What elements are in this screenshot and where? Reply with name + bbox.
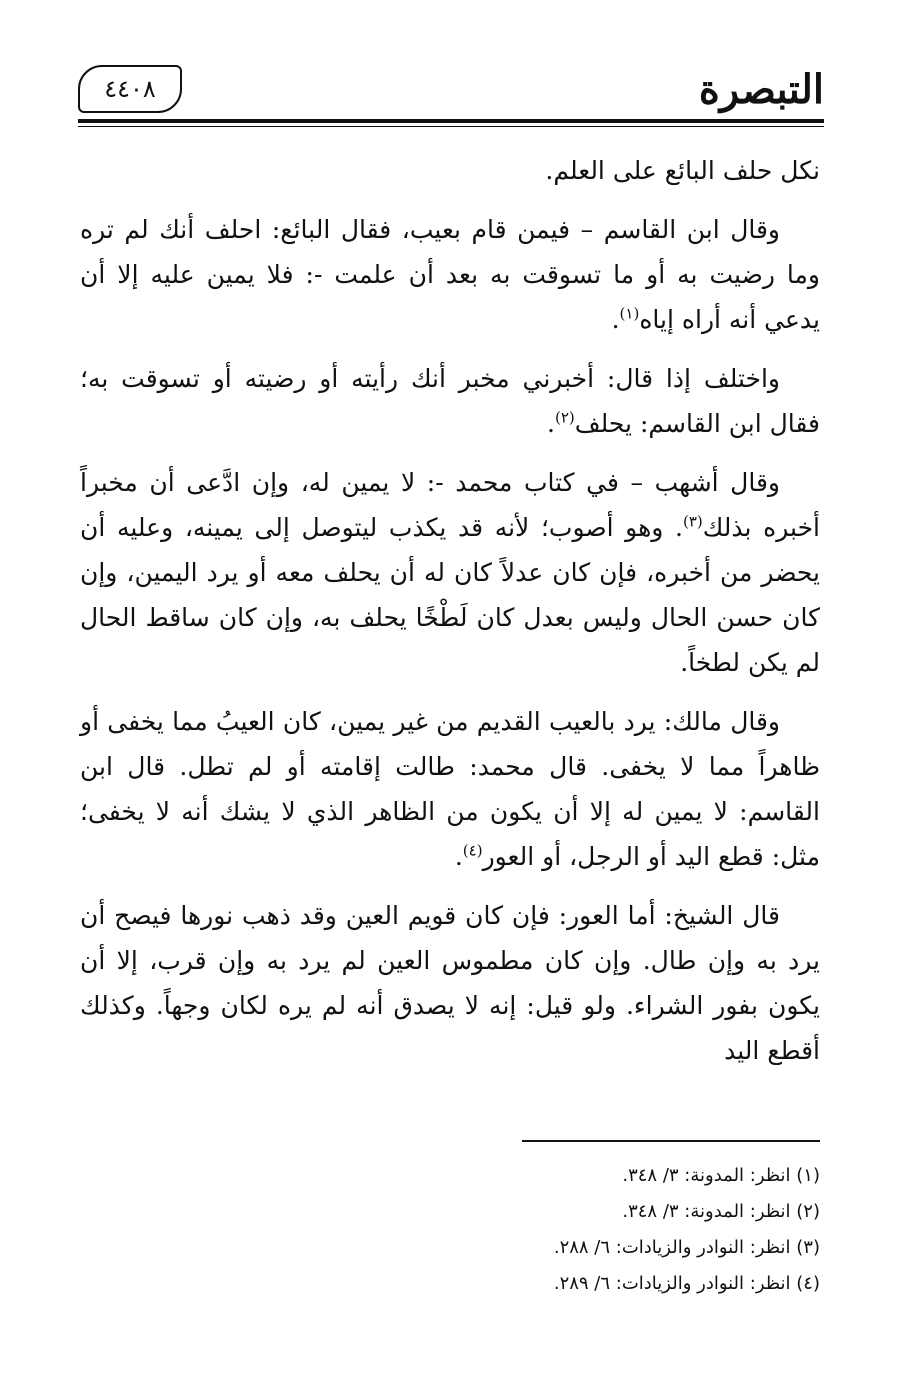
page-number: ٤٤٠٨ (104, 75, 156, 103)
footnote-2: (٢) انظر: المدونة: ٣/ ٣٤٨. (622, 1201, 820, 1222)
paragraph-5 (80, 699, 820, 879)
footnote-3: (٣) انظر: النوادر والزيادات: ٦/ ٢٨٨. (553, 1237, 820, 1258)
footnote-ref: (٤) (462, 841, 483, 860)
paragraph-4 (80, 460, 820, 685)
footnote-1: (١) انظر: المدونة: ٣/ ٣٤٨. (622, 1165, 820, 1186)
footnote-ref: (٣) (682, 512, 703, 531)
paragraph-text: وقال ابن القاسم – فيمن قام بعيب، فقال البائع: احلف أنك لم تره وما رضيت به أو ما تسوقت به بعد أن علمت -: فلا يمين عليه إلا أن يدعي أنه أراه إياه (80, 215, 820, 334)
paragraph-3 (80, 356, 820, 446)
paragraph-text-after: . (454, 842, 463, 871)
paragraph-text-after: . (547, 409, 555, 438)
header-rule-thin (78, 126, 824, 127)
paragraph-2 (80, 207, 820, 342)
book-title: التبصرة (698, 66, 824, 113)
paragraph-text: نكل حلف البائع على العلم. (545, 156, 820, 185)
footnote-separator (522, 1140, 820, 1142)
body-text (80, 148, 820, 1087)
paragraph-text: وقال مالك: يرد بالعيب القديم من غير يمين، كان العيبُ مما يخفى أو ظاهراً مما لا يخفى. قال محمد: طالت إقامته أو لم تطل. قال ابن القاسم: لا يمين له إلا أن يكون من الظاهر الذي لا يشك أنه لا يخفى؛ مثل: قطع اليد أو الرجل، أو العور (80, 707, 820, 871)
paragraph-text-after: . (611, 305, 620, 334)
footnote-4: (٤) انظر: النوادر والزيادات: ٦/ ٢٨٩. (553, 1273, 820, 1294)
paragraph-1 (80, 148, 820, 193)
header-rule (78, 119, 824, 123)
paragraph-text: واختلف إذا قال: أخبرني مخبر أنك رأيته أو رضيته أو تسوقت به؛ فقال ابن القاسم: يحلف (80, 364, 820, 438)
footnotes (80, 1158, 820, 1302)
footnote-ref: (١) (619, 304, 640, 323)
page-header (78, 55, 824, 125)
paragraph-text: وقال أشهب – في كتاب محمد -: لا يمين له، وإن ادَّعى أن مخبراً أخبره بذلك (80, 468, 820, 542)
paragraph-text: قال الشيخ: أما العور: فإن كان قويم العين وقد ذهب نورها فيصح أن يرد به وإن طال. وإن كان مطموس العين لم يرد به وإن قرب، إلا أن يكون بفور الشراء. ولو قيل: إنه لا يصدق أنه لم يره لكان وجهاً. وكذلك أقطع اليد (80, 901, 820, 1065)
paragraph-text-after: . وهو أصوب؛ لأنه قد يكذب ليتوصل إلى يمينه، وعليه أن يحضر من أخبره، فإن كان عدلاً كان له أن يحلف معه أو يرد اليمين، وإن كان حسن الحال وليس بعدل كان لَطْخًا يحلف به، وإن كان ساقط الحال لم يكن لطخاً. (80, 513, 820, 677)
page-number-badge (78, 65, 182, 113)
footnote-ref: (٢) (554, 408, 575, 427)
paragraph-6 (80, 893, 820, 1073)
